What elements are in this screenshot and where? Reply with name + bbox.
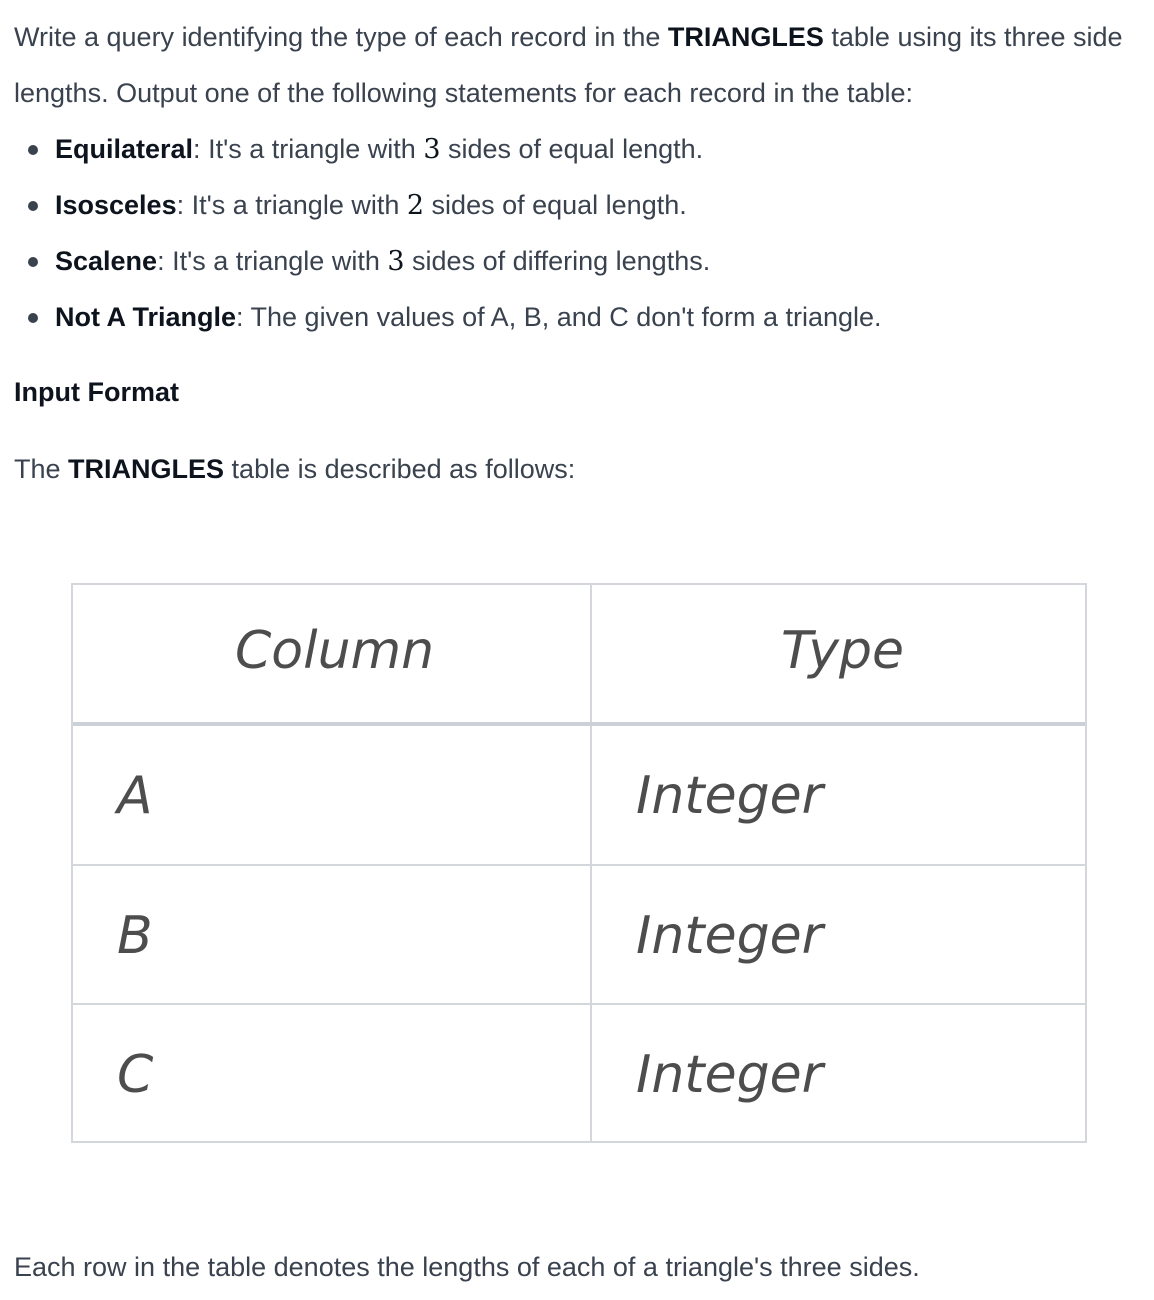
type-colon: : [176,190,192,220]
intro-text-line2: lengths. Output one of the following statements for each record in the table: [14,78,914,108]
type-desc: It's a triangle with [172,246,388,276]
type-cell: Integer [636,1045,824,1105]
column-divider [590,585,592,722]
table-description [14,441,575,497]
table-header-row [73,585,1085,726]
type-desc: It's a triangle with [208,134,424,164]
list-item [0,289,882,345]
problem-intro [14,9,1123,121]
type-number: 2 [406,190,425,221]
type-number: 3 [387,246,405,277]
list-item [0,121,882,177]
table-name: TRIANGLES [667,22,824,52]
type-term: Equilateral [55,134,194,164]
type-number: 3 [423,134,441,165]
column-divider [590,726,592,864]
desc-text: The [14,454,69,484]
table-row [73,866,1085,1005]
schema-table-image [71,583,1087,1143]
desc-text-end: table is described as follows: [224,454,576,484]
type-desc-end: sides of equal length. [424,190,687,220]
bullet-icon [28,257,38,267]
bullet-icon [28,313,38,323]
triangle-types-list [0,121,882,345]
table-row [73,1005,1085,1141]
type-desc-end: sides of differing lengths. [404,246,711,276]
intro-text: Write a query identifying the type of each record in the [14,22,668,52]
bullet-icon [28,201,38,211]
column-cell: C [117,1045,154,1105]
input-format-heading: Input Format [14,377,179,407]
type-term: Isosceles [55,190,177,220]
column-cell: B [117,906,153,966]
type-colon: : [193,134,209,164]
list-item [0,233,882,289]
type-term: Scalene [55,246,158,276]
type-cell: Integer [636,906,824,966]
bullet-icon [28,145,38,155]
table-row [73,726,1085,866]
row-description: Each row in the table denotes the lengths of each of a triangle's three sides. [14,1252,920,1282]
type-desc: It's a triangle with [191,190,407,220]
type-desc-end: sides of equal length. [440,134,704,164]
type-cell: Integer [636,766,824,826]
intro-text-end: table using its three side [823,22,1123,52]
column-divider [590,1005,592,1141]
type-colon: : [236,302,251,332]
column-header: Column [235,621,435,681]
table-name: TRIANGLES [68,454,225,484]
type-desc: The given values of A, B, and C don't form a triangle. [250,302,882,332]
column-divider [590,866,592,1003]
type-header: Type [781,621,905,681]
type-colon: : [157,246,173,276]
type-term: Not A Triangle [55,302,237,332]
list-item [0,177,882,233]
column-cell: A [117,766,153,826]
